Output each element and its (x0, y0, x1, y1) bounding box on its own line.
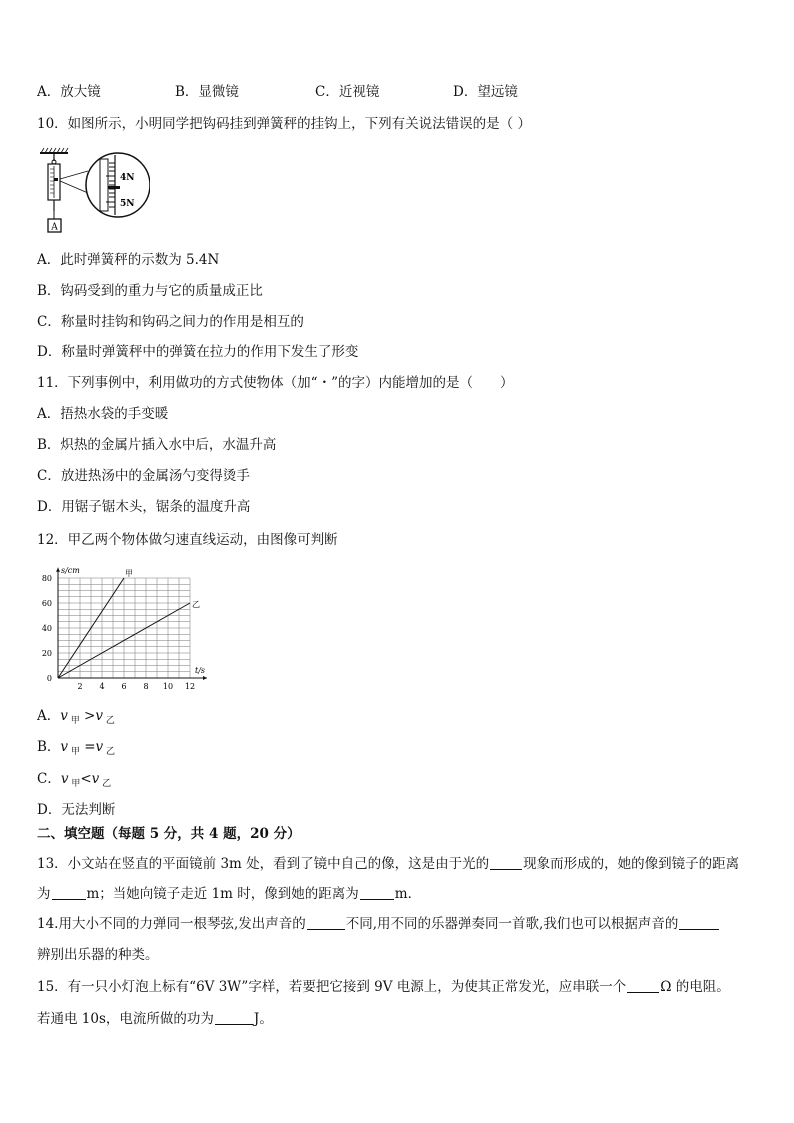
x-tick-label: 10 (162, 682, 174, 691)
q10-stem: 10．如图所示，小明同学把钩码挂到弹簧秤的挂钩上，下列有关说法错误的是（ ） (37, 116, 531, 132)
q13-line1: 13．小文站在竖直的平面镜前 3m 处，看到了镜中自己的像，这是由于光的 现象而形成的，她的像到镜子的距离 (37, 856, 740, 872)
q14-blank-2[interactable] (679, 915, 719, 930)
q13-line2: 为 m；当她向镜子走近 1m 时，像到她的距离为 m． (37, 886, 422, 902)
q11-option-a: A．捂热水袋的手变暖 (37, 406, 169, 422)
q12-option-d: D．无法判断 (37, 802, 116, 818)
y-tick-label: 60 (41, 599, 52, 608)
q12-option-a: A．v $_甲$ >v $_乙$ (37, 708, 115, 726)
x-tick-label: 2 (77, 682, 83, 691)
label-4n: 4N (120, 173, 135, 183)
series-label-1: 甲 (125, 569, 133, 578)
q14-line1: 14.用大小不同的力弹同一根琴弦,发出声音的 不同,用不同的乐器弹奏同一首歌,我们也可以根据声音的 (37, 915, 720, 933)
y-tick-label: 0 (46, 674, 52, 683)
q15-line2: 若通电 10s，电流所做的功为 J。 (37, 1011, 273, 1027)
spring-scale-figure (38, 145, 150, 235)
q14-blank-1[interactable] (307, 915, 345, 930)
x-tick-label: 8 (143, 682, 149, 691)
y-axis-arrow (56, 568, 60, 572)
y-tick-label: 80 (41, 574, 52, 583)
q15-blank-2[interactable] (215, 1010, 253, 1025)
q9-option-d: D．望远镜 (453, 84, 518, 100)
q15-blank-1[interactable] (627, 978, 659, 993)
x-tick-label: 4 (99, 682, 105, 691)
q15-line1: 15．有一只小灯泡上标有“6V 3W”字样，若要把它接到 9V 电源上，为使其正常发光，应串联一个 Ω 的电阻。 (37, 979, 730, 995)
label-5n: 5N (120, 199, 135, 209)
q9-option-c: C．近视镜 (315, 84, 380, 100)
y-axis-label: s/cm (61, 565, 80, 575)
q12-option-c: C．v $_甲$<v $_乙$ (37, 771, 112, 789)
q11-stem: 11．下列事例中，利用做功的方式使物体（加“・”的字）内能增加的是（ ） (37, 375, 514, 391)
q13-blank-1[interactable] (490, 855, 522, 870)
series-label-2: 乙 (192, 600, 200, 609)
q10-option-c: C．称量时挂钩和钩码之间力的作用是相互的 (37, 314, 304, 330)
q11-option-d: D．用锯子锯木头，锯条的温度升高 (37, 499, 251, 515)
x-tick-label: 6 (121, 682, 127, 691)
q10-option-a: A．此时弹簧秤的示数为 5.4N (37, 252, 220, 268)
x-axis-label: t/s (195, 666, 206, 675)
q14-line2: 辨别出乐器的种类。 (37, 947, 159, 963)
q10-option-d: D．称量时弹簧秤中的弹簧在拉力的作用下发生了形变 (37, 344, 359, 360)
q9-option-b: B．显微镜 (175, 84, 239, 100)
s-t-graph (30, 560, 210, 695)
q11-option-c: C．放进热汤中的金属汤勺变得烫手 (37, 468, 250, 484)
q10-option-b: B．钩码受到的重力与它的质量成正比 (37, 283, 263, 299)
q11-option-b: B．炽热的金属片插入水中后，水温升高 (37, 437, 277, 453)
y-tick-label: 20 (41, 649, 52, 658)
weight-label: A (51, 222, 58, 233)
q13-blank-2[interactable] (52, 885, 86, 900)
x-axis-arrow (203, 676, 207, 680)
q13-blank-3[interactable] (360, 885, 394, 900)
x-tick-label: 12 (184, 682, 196, 691)
y-tick-label: 40 (41, 624, 52, 633)
q12-option-b: B．v $_甲$ =v $_乙$ (37, 739, 116, 757)
section-title: 二、填空题（每题 5 分，共 4 题，20 分） (37, 826, 301, 842)
q9-option-a: A．放大镜 (37, 84, 101, 100)
q12-stem: 12．甲乙两个物体做匀速直线运动，由图像可判断 (37, 532, 338, 548)
